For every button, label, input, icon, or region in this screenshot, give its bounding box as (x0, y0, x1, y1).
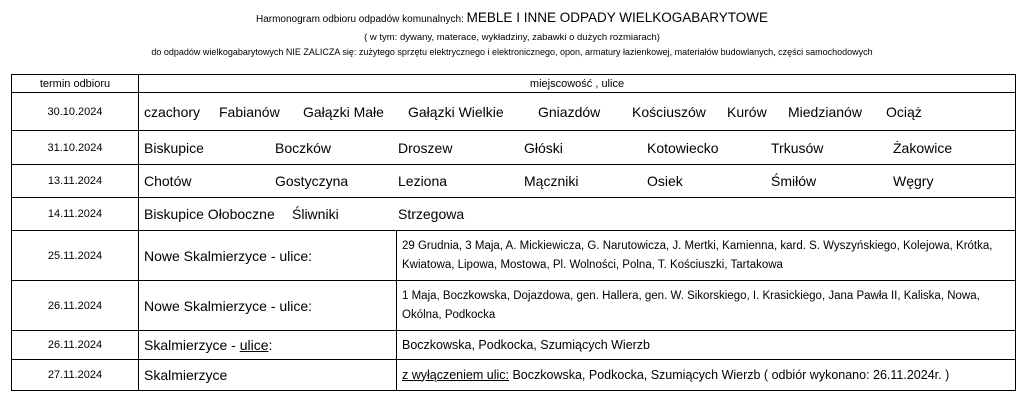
row-date: 26.11.2024 (12, 331, 139, 360)
table-row (12, 93, 1016, 131)
location-underlined: ulice (239, 337, 269, 353)
place-name: Boczków (275, 139, 332, 156)
row-location: Nowe Skalmierzyce - ulice: (139, 281, 397, 331)
place-name: Chotów (144, 173, 192, 189)
header-places: miejscowość , ulice (139, 75, 1016, 93)
row-location (139, 331, 397, 360)
place-name: Śliwniki (292, 206, 339, 222)
row-places (139, 93, 1016, 131)
table-row (12, 331, 1016, 360)
table-row (12, 198, 1016, 231)
header-date: termin odbioru (12, 75, 139, 93)
row-date: 31.10.2024 (12, 131, 139, 165)
place-name: Gostyczyna (275, 173, 349, 189)
row-date: 25.11.2024 (12, 231, 139, 281)
row-date: 26.11.2024 (12, 281, 139, 331)
table-header-row (12, 75, 1016, 93)
table-row (12, 281, 1016, 331)
row-date: 30.10.2024 (12, 93, 139, 131)
place-name: Kościuszów (632, 103, 706, 120)
place-name: Droszew (398, 139, 453, 156)
place-name: Trkusów (771, 139, 824, 156)
place-name: Śmiłów (771, 173, 817, 189)
table-row (12, 360, 1016, 391)
row-places (139, 165, 1016, 198)
row-date: 13.11.2024 (12, 165, 139, 198)
place-name: Gałązki Małe (303, 103, 384, 120)
place-name: Głóski (524, 139, 563, 156)
table-row (12, 231, 1016, 281)
location-suffix: : (268, 337, 273, 353)
row-streets: 1 Maja, Boczkowska, Dojazdowa, gen. Hallera, gen. W. Sikorskiego, I. Krasickiego, Jana Pawła II, Kaliska, Nowa, Okólna, Podkocka (397, 281, 1016, 331)
place-name: Biskupice (144, 139, 204, 156)
title-category: MEBLE I INNE ODPADY WIELKOGABARYTOWE (466, 10, 768, 25)
title-prefix: Harmonogram odbioru odpadów komunalnych: (255, 14, 467, 25)
schedule-title (0, 10, 1024, 25)
row-places (139, 131, 1016, 165)
place-name: Strzegowa (398, 206, 465, 222)
table-row (12, 165, 1016, 198)
schedule-table (11, 74, 1016, 391)
place-name: Węgry (893, 173, 934, 189)
place-name: Ociąż (886, 103, 922, 120)
row-streets: 29 Grudnia, 3 Maja, A. Mickiewicza, G. Narutowicza, J. Mertki, Kamienna, kard. S. Wyszyńskiego, Kolejowa, Krótka, Kwiatowa, Lipowa, Mostowa, Pl. Wolności, Polna, T. Kościuszki, Tartakowa (397, 231, 1016, 281)
place-name: Osiek (647, 173, 683, 189)
subtitle-excludes: do odpadów wielkogabarytowych NIE ZALICZA się: zużytego sprzętu elektrycznego i elektronicznego, opon, armatury łazienkowej, materiałów budowlanych, części samochodowych (151, 47, 873, 57)
place-name: Fabianów (219, 103, 280, 120)
location-prefix: Skalmierzyce - (144, 337, 240, 353)
row-date: 14.11.2024 (12, 198, 139, 231)
place-name: Gniazdów (538, 103, 601, 120)
place-name: Biskupice Ołoboczne (144, 206, 275, 222)
place-name: czachory (144, 103, 201, 120)
place-name: Gałązki Wielkie (408, 103, 504, 120)
place-name: Kurów (727, 103, 767, 120)
row-places (139, 198, 1016, 231)
row-location: Nowe Skalmierzyce - ulice: (139, 231, 397, 281)
exclusion-label: z wyłączeniem ulic: (402, 367, 509, 382)
place-name: Miedzianów (788, 103, 862, 120)
place-name: Mączniki (524, 173, 579, 189)
subtitle-includes: ( w tym: dywany, materace, wykładziny, zabawki o dużych rozmiarach) (364, 32, 660, 43)
place-name: Żakowice (893, 139, 953, 156)
exclusion-streets: Boczkowska, Podkocka, Szumiących Wierzb ( odbiór wykonano: 26.11.2024r. ) (508, 367, 950, 382)
place-name: Leziona (398, 173, 448, 189)
row-location: Skalmierzyce (139, 360, 397, 391)
row-streets: Boczkowska, Podkocka, Szumiących Wierzb (397, 331, 1016, 360)
row-streets (397, 360, 1016, 391)
place-name: Kotowiecko (647, 139, 719, 156)
row-date: 27.11.2024 (12, 360, 139, 391)
table-row (12, 131, 1016, 165)
